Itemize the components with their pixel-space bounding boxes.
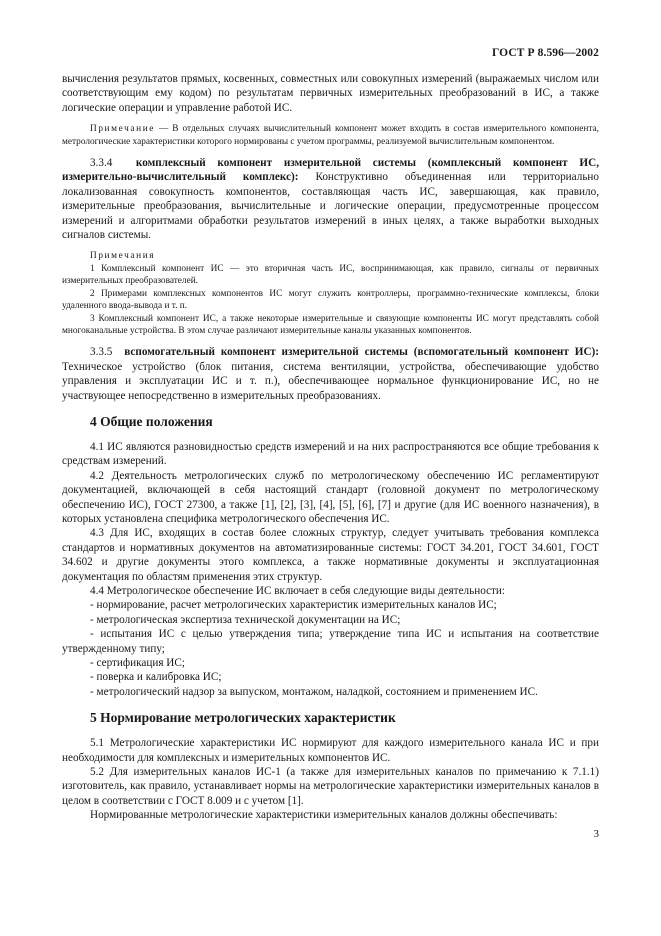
clause-4-3: 4.3 Для ИС, входящих в состав более сложных структур, следует учитывать требования комплекса стандартов и нормативных документов на автоматизированные системы: ГОСТ 34.201, ГОСТ 34.601, ГОСТ 34.602 и другие документы этого комплекса, а также нормативные документы и эксплуатационная документация по областям применения этих структур. [62,527,599,583]
page-number: 3 [593,828,599,840]
intro-paragraph: вычисления результатов прямых, косвенных, совместных или совокупных измерений (выражаемых числом или соответствующим ему кодом) по результатам первичных измерительных преобразований в ИС, а также логические операции и управление работой ИС. [62,73,599,114]
clause-5-1: 5.1 Метрологические характеристики ИС нормируют для каждого измерительного канала ИС и при необходимости для комплексных и измерительных компонентов ИС. [62,737,599,764]
list-item: - метрологический надзор за выпуском, монтажом, наладкой, состоянием и применением ИС. [90,685,538,698]
clause-5-2: 5.2 Для измерительных каналов ИС-1 (а также для измерительных каналов по примечанию к 7.1.1) изготовитель, как правило, устанавливает нормы на метрологические характеристики измерительных каналов в целом в соответствии с ГОСТ 8.009 и с учетом [1]. [62,766,599,807]
definition-complex-component: Конструктивно объединенная или территориально локализованная совокупность компонентов, составляющая часть ИС, завершающая, как правило, измерительные преобразования, вычислительные и логические операции, предусмотренные процессом измерений и алгоритмами обработки результатов измерений в иных целях, а также выработки выходных сигналов системы. [62,171,599,242]
document-code-header: ГОСТ Р 8.596—2002 [492,47,599,59]
notes-label [62,250,599,262]
list-item: - поверка и калибровка ИС; [90,671,222,684]
note-item: 2 Примерами комплексных компонентов ИС могут служить контроллеры, программно-технические комплексы, блоки удаленного ввода-вывода и т. п. [62,288,599,312]
clause-3-3-4 [62,156,599,242]
clause-4-4: 4.4 Метрологическое обеспечение ИС включает в себя следующие виды деятельности: [90,585,506,597]
note-text: — В отдельных случаях вычислительный компонент может входить в состав измерительного компонента, метрологические характеристики которого нормированы с учетом программы, реализуемой вычислительным компонентом. [62,124,599,147]
term-auxiliary-component: вспомогательный компонент измерительной системы (вспомогательный компонент ИС): [124,346,599,359]
definition-auxiliary-component: Техническое устройство (блок питания, система вентиляции, устройства, обеспечивающие удобство управления и эксплуатации ИС и т. п.), обеспечивающее нормальное функционирование ИС, но не участвующее непосредственно в измерительных преобразованиях. [62,360,599,402]
list-item: - испытания ИС с целью утверждения типа; утверждение типа ИС и испытания на соответствие утвержденному типу; [62,628,599,655]
page-content [62,72,599,823]
clause-3-3-5 [62,345,599,403]
note-item: 3 Комплексный компонент ИС, а также некоторые измерительные и связующие компоненты ИС могут представлять собой многоканальные устройства. В этом случае различают измерительные каналы указанных компонентов. [62,313,599,336]
clause-number: 3.3.5 [90,346,113,359]
section-4-heading: 4 Общие положения [90,413,213,429]
term-complex-component: комплексный компонент измерительной системы (комплексный компонент ИС, измерительно-вычислительный комплекс): [62,157,599,184]
notes-label-text: Примечания [90,251,156,262]
clause-5-2-continuation: Нормированные метрологические характеристики измерительных каналов должны обеспечивать: [90,809,558,822]
clause-4-2: 4.2 Деятельность метрологических служб по метрологическому обеспечению ИС регламентируют документацией, включающей в себя настоящий стандарт (головной документ по метрологическому обеспечению ИС), ГОСТ 27300, а также [1], [2], [3], [4], [5], [6], [7] и другие (для ИС военного назначения), в которых установлена специфика метрологического обеспечения ИС. [62,469,599,525]
section-5-heading: 5 Нормирование метрологических характеристик [90,710,396,726]
note-item: 1 Комплексный компонент ИС — это вторичная часть ИС, воспринимающая, как правило, сигналы от первичных измерительных преобразователей. [62,263,599,287]
clause-number: 3.3.4 [90,157,113,170]
intro-note [62,123,599,148]
list-item: - метрологическая экспертиза технической документации на ИС; [90,613,401,626]
note-label: Примечание [90,124,155,135]
clause-4-1: 4.1 ИС являются разновидностью средств измерений и на них распространяются все общие требования к средствам измерений. [62,440,599,468]
list-item: - сертификация ИС; [90,657,185,670]
list-item: - нормирование, расчет метрологических характеристик измерительных каналов ИС; [90,599,497,612]
